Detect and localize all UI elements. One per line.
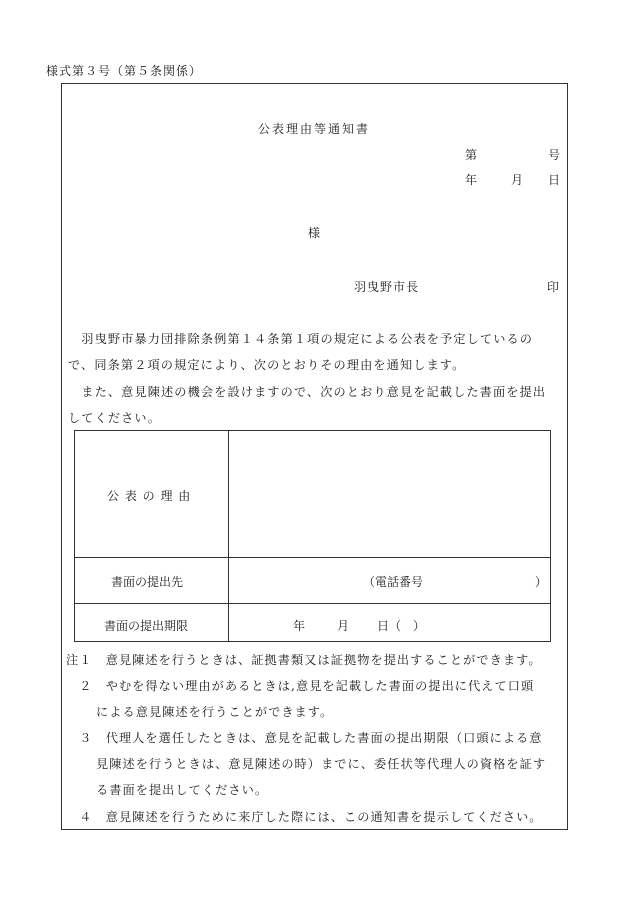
note-3-line3: る書面を提出してください。 <box>96 783 269 797</box>
reason-value <box>241 431 541 557</box>
body-p2-line2: してください。 <box>68 411 162 425</box>
note-3-line1: ３ 代理人を選任したときは、意見を記載した書面の提出期限（口頭による意 <box>66 731 543 745</box>
issuer-name: 羽曳野市長 <box>354 280 420 294</box>
form-number-label: 様式第３号（第５条関係） <box>46 64 203 78</box>
table-divider-1 <box>75 557 550 558</box>
deadline-label: 書面の提出期限 <box>104 619 189 633</box>
note-4: ４ 意見陳述を行うために来庁した際には、この通知書を提示してください。 <box>66 810 543 824</box>
date-day: 日 <box>548 173 561 187</box>
phone-close: ） <box>535 575 548 589</box>
reason-label: 公 表 の 理 由 <box>107 489 192 503</box>
deadline-month: 月 <box>337 619 350 633</box>
addressee-suffix: 様 <box>308 226 321 240</box>
number-suffix: 号 <box>548 148 561 162</box>
document-title: 公表理由等通知書 <box>258 122 371 136</box>
table-divider-2 <box>75 603 550 604</box>
phone-label: （電話番号 <box>363 575 424 589</box>
note-2-line1: ２ やむを得ない理由があるときは,意見を記載した書面の提出に代えて口頭 <box>66 679 535 693</box>
note-3-line2: 見陳述を行うときは、意見陳述の時）までに、委任状等代理人の資格を証す <box>96 757 547 771</box>
number-prefix: 第 <box>465 148 478 162</box>
body-p2-line1: また、意見陳述の機会を設けますので、次のとおり意見を記載した書面を提出 <box>68 385 547 399</box>
deadline-day: 日（ ） <box>377 619 426 633</box>
date-month: 月 <box>511 173 524 187</box>
deadline-year: 年 <box>293 619 306 633</box>
body-p1-line2: で、同条第２項の規定により、次のとおりその理由を通知します。 <box>68 358 466 372</box>
body-p1-line1: 羽曳野市暴力団排除条例第１４条第１項の規定による公表を予定しているの <box>68 332 534 346</box>
destination-label: 書面の提出先 <box>111 575 184 589</box>
seal-mark: 印 <box>547 280 560 294</box>
note-2-line2: による意見陳述を行うことができます。 <box>96 705 334 719</box>
date-year: 年 <box>465 173 478 187</box>
info-table <box>74 430 551 642</box>
note-1: 注１ 意見陳述を行うときは、証拠書類又は証拠物を提出することができます。 <box>66 653 542 667</box>
table-divider-vertical <box>228 431 229 641</box>
